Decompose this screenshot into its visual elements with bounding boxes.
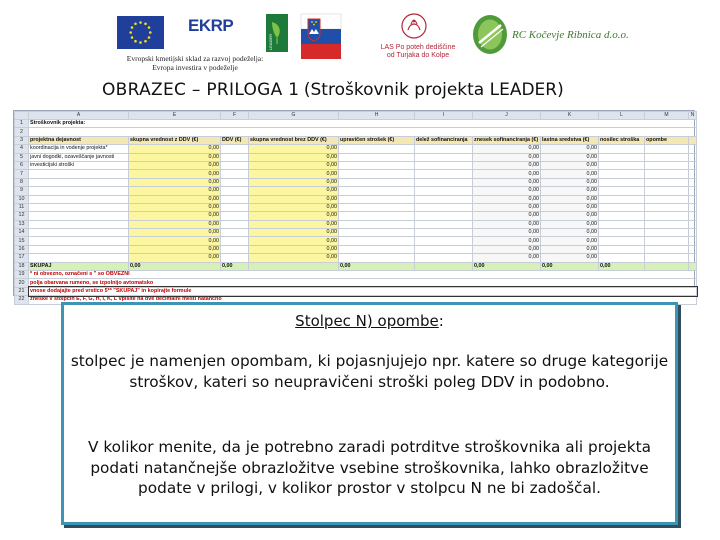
value-cell: 0,00 [129, 254, 221, 262]
value-cell: 0,00 [249, 195, 339, 203]
sheet-cell [221, 220, 249, 228]
table-row [15, 254, 697, 262]
note-cell: polja obarvana rumeno, se izpolnijo avtomatsko [29, 279, 697, 287]
value-cell: 0,00 [249, 153, 339, 161]
note-paragraph-attachment: V kolikor menite, da je potrebno zaradi potrditve stroškovnika ali projekta podati natančnejše obrazložitve vsebine stroškovnika, lahko obrazložitve podate v prilogi, v kolikor prostor v stolpcu N ne bi zadoščal. [88, 438, 651, 497]
sheet-cell [689, 220, 697, 228]
activity-cell [29, 254, 129, 262]
sheet-cell [645, 212, 689, 220]
column-n-note-box [61, 302, 678, 525]
eu-stars-icon [117, 16, 164, 49]
sheet-cell [415, 161, 473, 169]
sheet-cell [221, 229, 249, 237]
column-letter-row [15, 112, 697, 120]
row-number: 11 [15, 203, 29, 211]
value-cell: 0,00 [473, 195, 541, 203]
value-cell: 0,00 [249, 245, 339, 253]
value-cell: 0,00 [129, 220, 221, 228]
sheet-cell [29, 128, 697, 136]
las-caption-line2: od Turjaka do Kolpe [386, 52, 450, 59]
sheet-cell [221, 178, 249, 186]
sheet-cell [599, 245, 645, 253]
value-cell: 0,00 [249, 187, 339, 195]
sheet-cell [339, 220, 415, 228]
column-letter: J [473, 112, 541, 120]
sheet-cell [415, 245, 473, 253]
table-row [15, 187, 697, 195]
sheet-cell [689, 237, 697, 245]
value-cell: 0,00 [129, 229, 221, 237]
value-cell: 0,00 [541, 195, 599, 203]
value-cell: 0,00 [129, 195, 221, 203]
value-cell: 0,00 [473, 153, 541, 161]
activity-cell [29, 203, 129, 211]
row-number: 15 [15, 237, 29, 245]
row-number: 14 [15, 229, 29, 237]
value-cell: 0,00 [473, 145, 541, 153]
row-number: 19 [15, 271, 29, 279]
value-cell: 0,00 [249, 212, 339, 220]
column-header: znesek sofinanciranja (€) [473, 136, 541, 144]
value-cell: 0,00 [541, 187, 599, 195]
leader-logo [266, 14, 288, 52]
column-header: delež sofinanciranja [415, 136, 473, 144]
eu-caption-line1: Evropski kmetijski sklad za razvoj podeželja: [126, 54, 264, 63]
sheet-cell [221, 212, 249, 220]
eu-flag-logo [117, 16, 164, 49]
value-cell: 0,00 [541, 153, 599, 161]
value-cell: 0,00 [249, 203, 339, 211]
value-cell: 0,00 [541, 220, 599, 228]
ekrp-logo: EKRP [188, 16, 234, 35]
sheet-cell [415, 153, 473, 161]
row-number: 17 [15, 254, 29, 262]
sheet-cell [645, 245, 689, 253]
column-header: skupna vrednost z DDV (€) [129, 136, 221, 144]
sheet-cell [221, 187, 249, 195]
value-cell: 0,00 [249, 161, 339, 169]
sheet-cell [645, 254, 689, 262]
value-cell: 0,00 [249, 237, 339, 245]
sheet-cell [645, 203, 689, 211]
sheet-cell [599, 178, 645, 186]
note-cell: * ni obvezno, označeni s " so OBVEZNI [29, 271, 697, 279]
value-cell: 0,00 [129, 212, 221, 220]
value-cell: 0,00 [249, 178, 339, 186]
row-number: 20 [15, 279, 29, 287]
column-letter: G [249, 112, 339, 120]
sheet-cell [599, 229, 645, 237]
table-row [15, 220, 697, 228]
note-paragraph-purpose: stolpec je namenjen opombam, ki pojasnjujejo npr. katere so druge kategorije stroškov, kateri so neupravičeni stroški poleg DDV in podobno. [70, 352, 669, 391]
sheet-cell [689, 161, 697, 169]
table-row [15, 237, 697, 245]
column-header: upravičen strošek (€) [339, 136, 415, 144]
rc-kocevje-ribnica-logo [471, 13, 509, 56]
sheet-cell [415, 229, 473, 237]
cost-spreadsheet [13, 110, 695, 303]
table-row [15, 153, 697, 161]
value-cell: 0,00 [541, 170, 599, 178]
sheet-cell [689, 245, 697, 253]
sheet-cell [645, 153, 689, 161]
sum-value: 0,00 [221, 262, 249, 270]
sheet-cell [689, 254, 697, 262]
sheet-cell [599, 203, 645, 211]
note-heading-text: Stolpec N) opombe [295, 312, 439, 330]
column-header: lastna sredstva (€) [541, 136, 599, 144]
sheet-cell [415, 145, 473, 153]
row-number: 5 [15, 153, 29, 161]
note-row [15, 287, 697, 295]
sheet-cell [599, 145, 645, 153]
value-cell: 0,00 [541, 229, 599, 237]
sum-label: SKUPAJ [29, 262, 129, 270]
note-heading-colon: : [438, 312, 444, 330]
value-cell: 0,00 [249, 229, 339, 237]
sheet-cell [339, 229, 415, 237]
sheet-cell [339, 161, 415, 169]
sheet-cell [689, 212, 697, 220]
leader-logo-text: LEADER [268, 33, 273, 50]
column-header: opombe [645, 136, 689, 144]
column-letter: I [415, 112, 473, 120]
eu-caption-line2: Evropa investira v podeželje [152, 63, 238, 72]
sheet-cell [645, 170, 689, 178]
column-header: skupna vrednost brez DDV (€) [249, 136, 339, 144]
las-caption-line1: LAS Po poteh dediščine [380, 44, 456, 51]
sheet-cell [415, 203, 473, 211]
row-number: 22 [15, 296, 29, 304]
value-cell: 0,00 [541, 161, 599, 169]
row-number: 4 [15, 145, 29, 153]
sheet-cell [415, 178, 473, 186]
sheet-title-cell: Stroškovnik projekta: [29, 120, 697, 128]
sheet-cell [415, 212, 473, 220]
sum-row [15, 262, 697, 270]
value-cell: 0,00 [473, 237, 541, 245]
sheet-cell [221, 153, 249, 161]
row-number: 9 [15, 187, 29, 195]
value-cell: 0,00 [473, 203, 541, 211]
sheet-cell [645, 220, 689, 228]
row-number: 3 [15, 136, 29, 144]
sheet-cell [645, 178, 689, 186]
value-cell: 0,00 [473, 170, 541, 178]
value-cell: 0,00 [129, 187, 221, 195]
sum-value [415, 262, 473, 270]
page-title [102, 80, 564, 100]
sheet-cell [339, 203, 415, 211]
sheet-cell [415, 220, 473, 228]
activity-cell [29, 245, 129, 253]
note-row [15, 271, 697, 279]
sheet-cell [339, 187, 415, 195]
eu-fund-caption [100, 54, 290, 72]
sheet-cell [339, 212, 415, 220]
value-cell: 0,00 [541, 237, 599, 245]
sheet-cell [689, 170, 697, 178]
activity-cell: koordinacija in vodenje projekta* [29, 145, 129, 153]
sheet-cell [339, 170, 415, 178]
sheet-cell [415, 170, 473, 178]
value-cell: 0,00 [541, 203, 599, 211]
value-cell: 0,00 [473, 229, 541, 237]
sum-value: 0,00 [473, 262, 541, 270]
sheet-cell [339, 153, 415, 161]
value-cell: 0,00 [249, 254, 339, 262]
activity-cell [29, 229, 129, 237]
title-form-subject: (Stroškovnik projekta LEADER) [303, 80, 564, 100]
note-heading [64, 312, 675, 330]
table-row [15, 245, 697, 253]
table-row [15, 145, 697, 153]
sheet-cell [645, 229, 689, 237]
row-number: 16 [15, 245, 29, 253]
table-row [15, 212, 697, 220]
sheet-cell [339, 245, 415, 253]
las-caption [372, 44, 464, 60]
sum-value: 0,00 [599, 262, 645, 270]
row-number: 6 [15, 161, 29, 169]
sheet-cell [599, 212, 645, 220]
activity-cell [29, 178, 129, 186]
column-letter: N [689, 112, 697, 120]
sheet-cell [339, 195, 415, 203]
sheet-cell [689, 178, 697, 186]
sum-value: 0,00 [541, 262, 599, 270]
row-number: 21 [15, 287, 29, 295]
slovenia-flag-logo [299, 12, 343, 62]
sheet-cell [415, 195, 473, 203]
title-form-label: OBRAZEC – PRILOGA 1 [102, 80, 300, 100]
sheet-cell [415, 254, 473, 262]
value-cell: 0,00 [129, 245, 221, 253]
sheet-cell [221, 237, 249, 245]
sheet-cell [599, 237, 645, 245]
sheet-cell [599, 220, 645, 228]
activity-cell [29, 220, 129, 228]
row-number: 13 [15, 220, 29, 228]
sheet-cell [645, 195, 689, 203]
note-row [15, 279, 697, 287]
value-cell: 0,00 [129, 145, 221, 153]
value-cell: 0,00 [473, 161, 541, 169]
sheet-cell [221, 161, 249, 169]
table-row [15, 203, 697, 211]
sheet-cell [221, 170, 249, 178]
sheet-cell [221, 203, 249, 211]
corner-cell [15, 112, 29, 120]
row-number: 1 [15, 120, 29, 128]
sheet-cell [645, 145, 689, 153]
activity-cell: javni dogodki, ozaveščanje javnosti [29, 153, 129, 161]
sheet-cell [645, 161, 689, 169]
value-cell: 0,00 [473, 220, 541, 228]
sheet-cell [689, 145, 697, 153]
value-cell: 0,00 [129, 153, 221, 161]
value-cell: 0,00 [541, 245, 599, 253]
sheet-cell [689, 229, 697, 237]
column-header [689, 136, 697, 144]
value-cell: 0,00 [473, 212, 541, 220]
sheet-cell [599, 254, 645, 262]
row-number: 12 [15, 212, 29, 220]
activity-cell [29, 187, 129, 195]
sheet-cell [689, 153, 697, 161]
sum-value: 0,00 [129, 262, 221, 270]
value-cell: 0,00 [129, 161, 221, 169]
sum-value [249, 262, 339, 270]
sheet-cell [221, 254, 249, 262]
row-number: 8 [15, 178, 29, 186]
column-header: nosilec stroška [599, 136, 645, 144]
row-number: 10 [15, 195, 29, 203]
value-cell: 0,00 [249, 170, 339, 178]
value-cell: 0,00 [541, 212, 599, 220]
row-number: 18 [15, 262, 29, 270]
column-header-row [15, 136, 697, 144]
sheet-title-row [15, 120, 697, 128]
table-row [15, 178, 697, 186]
sheet-cell [339, 237, 415, 245]
activity-cell [29, 237, 129, 245]
column-letter: E [129, 112, 221, 120]
spreadsheet-table [14, 111, 697, 305]
table-row [15, 128, 697, 136]
value-cell: 0,00 [473, 187, 541, 195]
column-letter: F [221, 112, 249, 120]
row-number: 7 [15, 170, 29, 178]
row-number: 2 [15, 128, 29, 136]
value-cell: 0,00 [541, 178, 599, 186]
activity-cell: investicijski stroški [29, 161, 129, 169]
value-cell: 0,00 [473, 245, 541, 253]
value-cell: 0,00 [249, 145, 339, 153]
sheet-cell [599, 187, 645, 195]
sum-value [645, 262, 689, 270]
sheet-cell [221, 195, 249, 203]
table-row [15, 170, 697, 178]
sheet-cell [599, 153, 645, 161]
note-cell: vnose dodajajte pred vrstico 5** "SKUPAJ" in kopirajte formule [29, 287, 697, 295]
sum-value [689, 262, 697, 270]
sheet-cell [689, 195, 697, 203]
sheet-cell [599, 170, 645, 178]
las-logo [398, 12, 430, 42]
value-cell: 0,00 [249, 220, 339, 228]
table-row [15, 195, 697, 203]
sheet-cell [689, 203, 697, 211]
value-cell: 0,00 [473, 254, 541, 262]
value-cell: 0,00 [541, 254, 599, 262]
column-letter: H [339, 112, 415, 120]
sheet-cell [339, 254, 415, 262]
sheet-cell [599, 195, 645, 203]
column-header: DDV (€) [221, 136, 249, 144]
sum-value: 0,00 [339, 262, 415, 270]
table-row [15, 229, 697, 237]
activity-cell [29, 170, 129, 178]
value-cell: 0,00 [541, 145, 599, 153]
value-cell: 0,00 [129, 203, 221, 211]
activity-cell [29, 195, 129, 203]
sheet-cell [645, 187, 689, 195]
column-letter: L [599, 112, 645, 120]
column-letter: A [29, 112, 129, 120]
sheet-cell [689, 187, 697, 195]
value-cell: 0,00 [473, 178, 541, 186]
activity-cell [29, 212, 129, 220]
value-cell: 0,00 [129, 237, 221, 245]
sheet-cell [221, 145, 249, 153]
rc-company-name: RC Kočevje Ribnica d.o.o. [512, 29, 629, 41]
sheet-cell [415, 237, 473, 245]
sheet-cell [599, 161, 645, 169]
table-row [15, 161, 697, 169]
column-header: projektna dejavnost [29, 136, 129, 144]
sheet-cell [339, 178, 415, 186]
sheet-cell [339, 145, 415, 153]
sheet-cell [221, 245, 249, 253]
value-cell: 0,00 [129, 170, 221, 178]
sheet-cell [645, 237, 689, 245]
value-cell: 0,00 [129, 178, 221, 186]
note-cell: zneske v stolpcih E, F, G, H, I, K, L vpišite na dve decimalni mesti natančno [29, 296, 697, 304]
column-letter: M [645, 112, 689, 120]
sheet-cell [415, 187, 473, 195]
column-letter: K [541, 112, 599, 120]
